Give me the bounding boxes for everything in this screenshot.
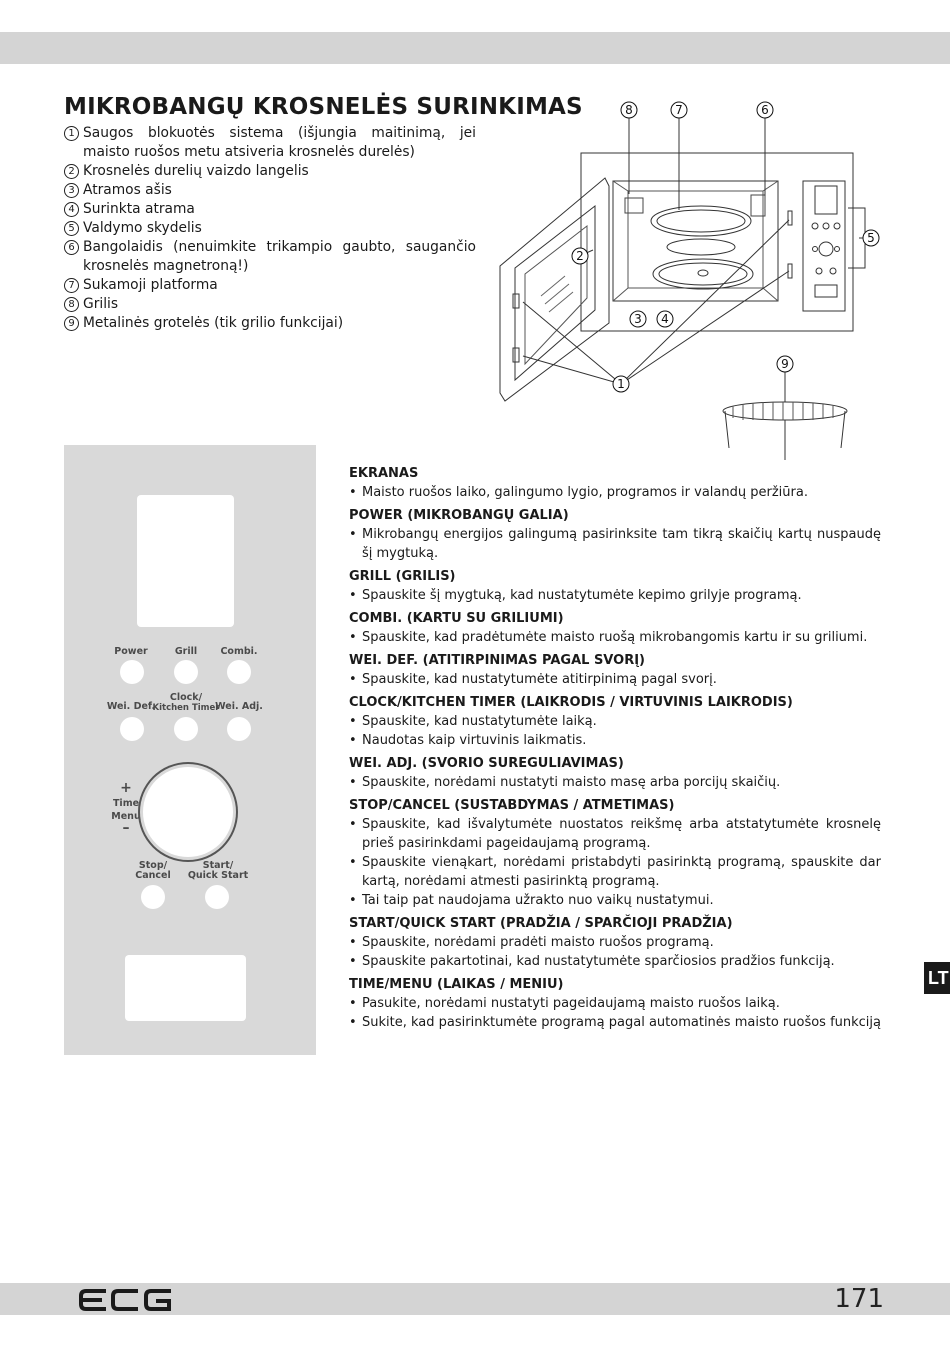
combi-button[interactable]: [227, 660, 251, 684]
circled-number: 4: [64, 202, 79, 217]
bullet-item: • Spauskite, norėdami pradėti maisto ruošos programą.: [349, 933, 881, 952]
wei-adj-label: Wei. Adj.: [215, 701, 263, 712]
circled-number: 6: [64, 240, 79, 255]
section-heading: TIME/MENU (LAIKAS / MENIU): [349, 977, 564, 992]
section-heading: EKRANAS: [349, 466, 419, 481]
list-item: [64, 200, 476, 219]
wei-def-label: Wei. Def.: [106, 701, 156, 712]
clock-label-line2: Kitchen Timer: [152, 703, 220, 713]
wei-def-button[interactable]: [120, 717, 144, 741]
menu-label: Menu: [111, 811, 141, 822]
list-item: [64, 162, 476, 181]
metal-rack: [723, 402, 847, 420]
part-label: Metalinės grotelės (tik grilio funkcijai): [83, 315, 344, 331]
clock-kitchen-timer-button[interactable]: [174, 717, 198, 741]
callout-5: 5: [867, 231, 875, 245]
bullet-item: • Sukite, kad pasirinktumėte programą pagal automatinės maisto ruošos funkciją: [349, 1013, 881, 1032]
bullet-item: • Spauskite, kad pradėtumėte maisto ruošą mikrobangomis kartu ir su griliumi.: [349, 628, 881, 647]
power-label: Power: [114, 646, 148, 657]
control-panel-outline: [803, 181, 845, 311]
circled-number: 2: [64, 164, 79, 179]
list-item: [64, 314, 476, 333]
list-item: [64, 295, 476, 314]
list-item: [64, 181, 476, 200]
time-menu-dial[interactable]: [143, 767, 233, 857]
function-descriptions: [349, 460, 881, 1032]
display-window: [137, 495, 234, 627]
power-button[interactable]: [120, 660, 144, 684]
minus-sign: –: [122, 820, 130, 836]
section-heading: COMBI. (KARTU SU GRILIUMI): [349, 611, 564, 626]
circled-number: 3: [64, 183, 79, 198]
oven-cavity: [613, 181, 778, 301]
roller-ring: [667, 239, 735, 255]
part-label: Saugos blokuotės sistema (išjungia maitinimą, jei maisto ruošos metu atsiveria krosnelės durelės): [83, 125, 476, 160]
microwave-diagram: [493, 98, 893, 464]
callout-2: 2: [576, 249, 584, 263]
section-heading: WEI. DEF. (ATITIRPINIMAS PAGAL SVORĮ): [349, 653, 645, 668]
section-heading: START/QUICK START (PRADŽIA / SPARČIOJI PRADŽIA): [349, 916, 733, 931]
bullet-item: • Pasukite, norėdami nustatyti pageidaujamą maisto ruošos laiką.: [349, 994, 881, 1013]
circled-number: 7: [64, 278, 79, 293]
page-title: MIKROBANGŲ KROSNELĖS SURINKIMAS: [64, 94, 583, 120]
start-label-line1: Start/: [202, 860, 234, 871]
bullet-item: • Spauskite, kad nustatytumėte atitirpinimą pagal svorį.: [349, 670, 881, 689]
list-item: [64, 124, 476, 162]
bullet-item: • Maisto ruošos laiko, galingumo lygio, programos ir valandų peržiūra.: [349, 483, 881, 502]
bullet-item: • Spauskite, norėdami nustatyti maisto masę arba porcijų skaičių.: [349, 773, 881, 792]
time-label: Time: [112, 798, 140, 809]
callout-3: 3: [634, 312, 642, 326]
part-label: Atramos ašis: [83, 182, 172, 198]
bullet-item: • Naudotas kaip virtuvinis laikmatis.: [349, 731, 881, 750]
clock-label-line1: Clock/: [169, 692, 203, 703]
bullet-item: • Spauskite, kad nustatytumėte laiką.: [349, 712, 881, 731]
part-label: Sukamoji platforma: [83, 277, 218, 293]
language-tab: LT: [924, 962, 950, 994]
stop-label-line1: Stop/: [138, 860, 168, 871]
list-item: [64, 276, 476, 295]
callout-8: 8: [625, 103, 633, 117]
bullet-item: • Mikrobangų energijos galingumą pasirinksite tam tikrą skaičių kartų nuspaudę šį mygtuką.: [349, 525, 881, 563]
part-label: Krosnelės durelių vaizdo langelis: [83, 163, 309, 179]
oven-body: [581, 153, 853, 331]
stop-label-line2: Cancel: [135, 870, 171, 881]
ecg-logo: [78, 1287, 174, 1313]
bullet-item: • Spauskite, kad išvalytumėte nuostatos reikšmę arba atstatytumėte krosnelę prieš pasirinkdami pageidaujamą programą.: [349, 815, 881, 853]
circled-number: 5: [64, 221, 79, 236]
section-heading: STOP/CANCEL (SUSTABDYMAS / ATMETIMAS): [349, 798, 675, 813]
part-label: Grilis: [83, 296, 119, 312]
section-heading: WEI. ADJ. (SVORIO SUREGULIAVIMAS): [349, 756, 624, 771]
callout-4: 4: [661, 312, 669, 326]
callout-7: 7: [675, 103, 683, 117]
page-number: 171: [834, 1284, 884, 1314]
bullet-item: • Tai taip pat naudojama užrakto nuo vaikų nustatymui.: [349, 891, 881, 910]
bullet-item: • Spauskite šį mygtuką, kad nustatytumėte kepimo grilyje programą.: [349, 586, 881, 605]
part-label: Valdymo skydelis: [83, 220, 202, 236]
nameplate: [125, 955, 246, 1021]
wei-adj-button[interactable]: [227, 717, 251, 741]
circled-number: 9: [64, 316, 79, 331]
grill-button[interactable]: [174, 660, 198, 684]
section-heading: GRILL (GRILIS): [349, 569, 456, 584]
part-label: Bangolaidis (nenuimkite trikampio gaubto, saugančio krosnelės magnetroną!): [83, 239, 476, 274]
section-heading: CLOCK/KITCHEN TIMER (LAIKRODIS / VIRTUVINIS LAIKRODIS): [349, 695, 793, 710]
list-item: [64, 219, 476, 238]
callout-9: 9: [781, 357, 789, 371]
plus-sign: +: [120, 780, 132, 796]
oven-door: [500, 178, 609, 401]
circled-number: 8: [64, 297, 79, 312]
start-quick-start-button[interactable]: [205, 885, 229, 909]
callout-6: 6: [761, 103, 769, 117]
header-bar: [0, 32, 950, 64]
start-label-line2: Quick Start: [187, 870, 249, 881]
bullet-item: • Spauskite pakartotinai, kad nustatytumėte sparčiosios pradžios funkciją.: [349, 952, 881, 971]
list-item: [64, 238, 476, 276]
callout-1: 1: [617, 377, 625, 391]
grill-label: Grill: [174, 646, 198, 657]
part-label: Surinkta atrama: [83, 201, 195, 217]
combi-label: Combi.: [220, 646, 258, 657]
bullet-item: • Spauskite vienąkart, norėdami pristabdyti pasirinktą programą, spauskite dar kartą, norėdami atmesti pasirinktą programą.: [349, 853, 881, 891]
parts-list: [64, 124, 476, 333]
circled-number: 1: [64, 126, 79, 141]
section-heading: POWER (MIKROBANGŲ GALIA): [349, 508, 569, 523]
control-panel-illustration: [64, 445, 316, 1055]
stop-cancel-button[interactable]: [141, 885, 165, 909]
